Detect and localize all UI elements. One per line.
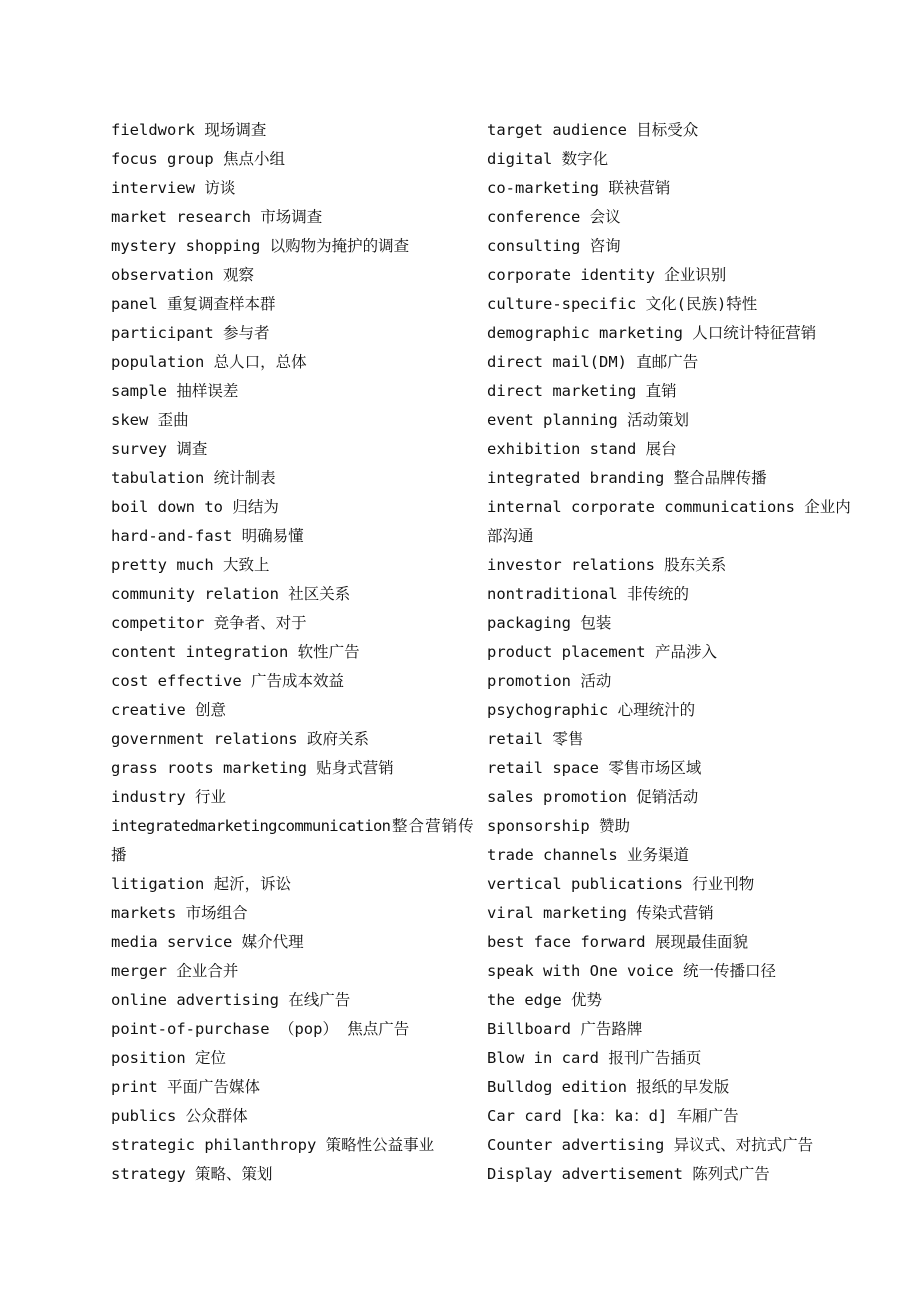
glossary-entry: sales promotion 促销活动 [487, 788, 699, 806]
glossary-entry: participant 参与者 [111, 324, 270, 342]
glossary-entry: print 平面广告媒体 [111, 1078, 260, 1096]
glossary-entry: Bulldog edition 报纸的早发版 [487, 1078, 730, 1096]
glossary-entry: fieldwork 现场调查 [111, 121, 267, 139]
glossary-entry: content integration 软性广告 [111, 643, 360, 661]
glossary-entry: sponsorship 赞助 [487, 817, 630, 835]
glossary-entry: best face forward 展现最佳面貌 [487, 933, 748, 951]
glossary-entry: the edge 优势 [487, 991, 602, 1009]
glossary-entry: skew 歪曲 [111, 411, 189, 429]
glossary-entry: competitor 竞争者、对于 [111, 614, 307, 632]
glossary-entry: target audience 目标受众 [487, 121, 699, 139]
glossary-entry: tabulation 统计制表 [111, 469, 276, 487]
glossary-entry: sample 抽样误差 [111, 382, 239, 400]
glossary-entry: Counter advertising 异议式、对抗式广告 [487, 1136, 814, 1154]
glossary-entry: point-of-purchase （pop） 焦点广告 [111, 1020, 410, 1038]
glossary-entry: cost effective 广告成本效益 [111, 672, 344, 690]
glossary-entry: boil down to 归结为 [111, 498, 279, 516]
glossary-entry: viral marketing 传染式营销 [487, 904, 714, 922]
glossary-entry: vertical publications 行业刊物 [487, 875, 755, 893]
glossary-entry: observation 观察 [111, 266, 254, 284]
glossary-entry: markets 市场组合 [111, 904, 248, 922]
glossary-entry: interview 访谈 [111, 179, 236, 197]
glossary-entry: integratedmarketingcommunication整合营销传播 [111, 817, 473, 864]
glossary-entry: event planning 活动策划 [487, 411, 689, 429]
glossary-entry: investor relations 股东关系 [487, 556, 727, 574]
glossary-entry: litigation 起沂，诉讼 [111, 875, 292, 893]
glossary-entry: panel 重复调查样本群 [111, 295, 276, 313]
glossary-entry: speak with One voice 统一传播口径 [487, 962, 776, 980]
glossary-entry: online advertising 在线广告 [111, 991, 351, 1009]
glossary-entry: pretty much 大致上 [111, 556, 270, 574]
glossary-entry: grass roots marketing 贴身式营销 [111, 759, 394, 777]
glossary-entry: focus group 焦点小组 [111, 150, 285, 168]
glossary-entry: industry 行业 [111, 788, 226, 806]
glossary-entry: digital 数字化 [487, 150, 609, 168]
glossary-entry: publics 公众群体 [111, 1107, 248, 1125]
glossary-entry: promotion 活动 [487, 672, 612, 690]
glossary-entry: retail 零售 [487, 730, 584, 748]
glossary-entry: hard-and-fast 明确易懂 [111, 527, 304, 545]
glossary-entry: Blow in card 报刊广告插页 [487, 1049, 702, 1067]
glossary-entry: position 定位 [111, 1049, 226, 1067]
glossary-entry: product placement 产品涉入 [487, 643, 717, 661]
glossary-entry: survey 调查 [111, 440, 208, 458]
glossary-entry: integrated branding 整合品牌传播 [487, 469, 767, 487]
glossary-entry: co-marketing 联袂营销 [487, 179, 671, 197]
glossary-entry: direct mail(DM) 直邮广告 [487, 353, 699, 371]
glossary-entry: community relation 社区关系 [111, 585, 351, 603]
glossary-entry: psychographic 心理统汁的 [487, 701, 696, 719]
glossary-entry: exhibition stand 展台 [487, 440, 677, 458]
glossary-entry: trade channels 业务渠道 [487, 846, 689, 864]
glossary-entry: population 总人口，总体 [111, 353, 307, 371]
glossary-entry: packaging 包装 [487, 614, 612, 632]
glossary-entry: Billboard 广告路牌 [487, 1020, 643, 1038]
glossary-entry: creative 创意 [111, 701, 226, 719]
left-glossary-column [111, 116, 473, 1189]
glossary-entry: demographic marketing 人口统计特征营销 [487, 324, 817, 342]
glossary-entry: culture-specific 文化(民族)特性 [487, 295, 758, 313]
glossary-entry: internal corporate communications 企业内部沟通 [487, 498, 851, 545]
glossary-entry: consulting 咨询 [487, 237, 621, 255]
glossary-entry: mystery shopping 以购物为掩护的调查 [111, 237, 410, 255]
right-glossary-column [487, 116, 859, 1189]
glossary-entry: corporate identity 企业识别 [487, 266, 727, 284]
glossary-entry: direct marketing 直销 [487, 382, 677, 400]
glossary-entry: strategy 策略、策划 [111, 1165, 273, 1183]
glossary-entry: Car card [ka：ka：d] 车厢广告 [487, 1107, 739, 1125]
glossary-entry: media service 媒介代理 [111, 933, 304, 951]
glossary-entry: merger 企业合并 [111, 962, 239, 980]
glossary-entry: market research 市场调查 [111, 208, 323, 226]
glossary-entry: strategic philanthropy 策略性公益事业 [111, 1136, 435, 1154]
glossary-entry: nontraditional 非传统的 [487, 585, 689, 603]
glossary-entry: Display advertisement 陈列式广告 [487, 1165, 770, 1183]
glossary-entry: conference 会议 [487, 208, 621, 226]
glossary-entry: government relations 政府关系 [111, 730, 369, 748]
glossary-entry: retail space 零售市场区域 [487, 759, 702, 777]
